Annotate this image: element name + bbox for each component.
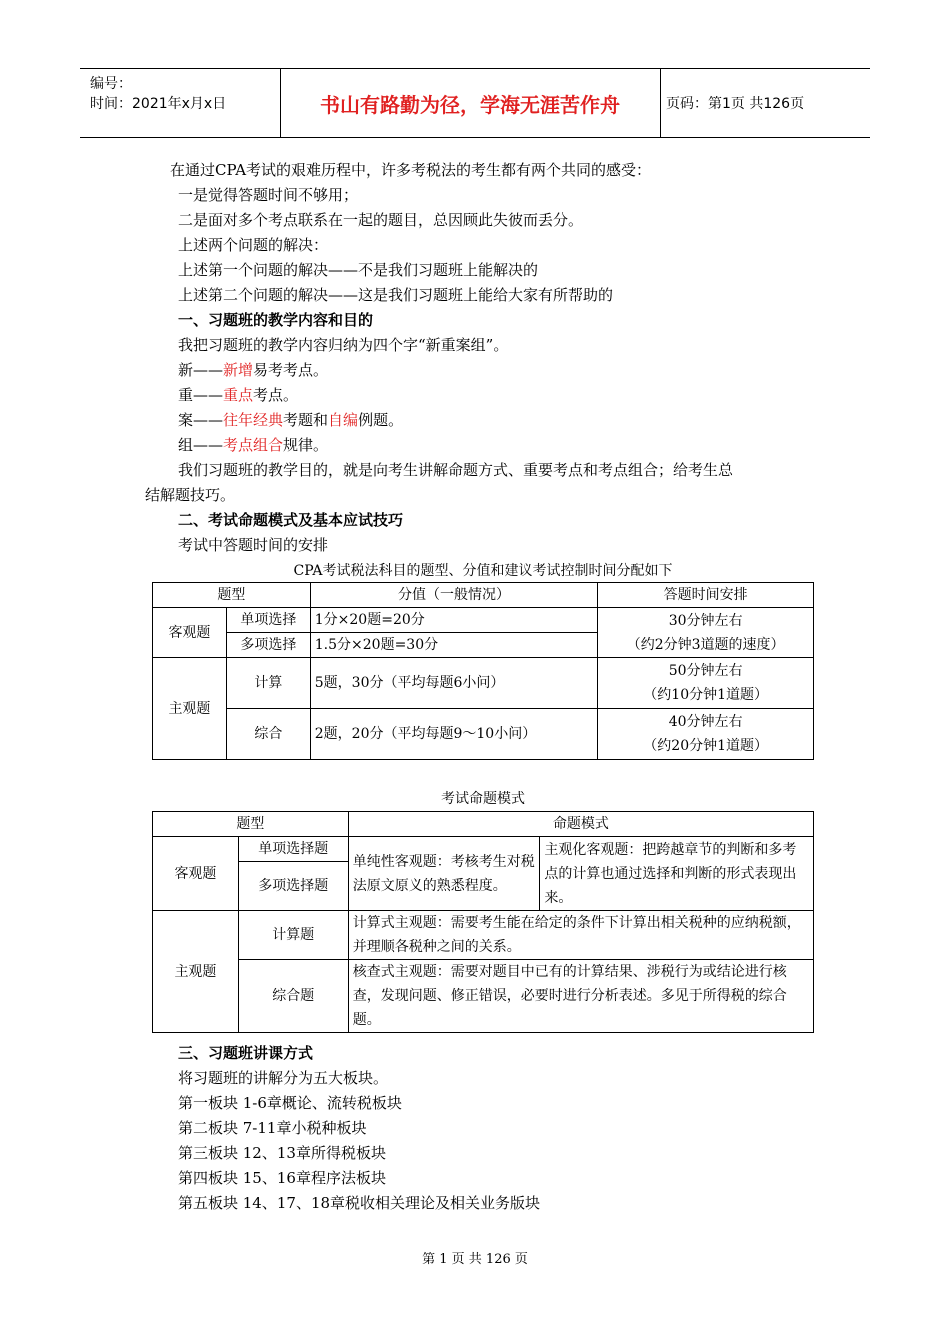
t1-calc: 计算 [226, 658, 310, 709]
table-exam-mode [152, 811, 814, 1033]
t2-obj-mode-b: 主观化客观题：把跨越章节的判断和多考点的计算也通过选择和判断的形式表现出来。 [540, 837, 814, 911]
item-xin: 新——新增易考考点。 [178, 361, 329, 379]
t2-obj-mode-a: 单纯性客观题：考核考生对税法原文原义的熟悉程度。 [348, 837, 540, 911]
t1-h-time: 答题时间安排 [598, 583, 814, 608]
page-header [80, 68, 870, 138]
t1-comp: 综合 [226, 709, 310, 760]
intro-line-3: 二是面对多个考点联系在一起的题目，总因顾此失彼而丢分。 [178, 211, 584, 229]
block-1: 第一板块 1-6章概论、流转税板块 [178, 1094, 402, 1112]
section1-p1: 我把习题班的教学内容归纳为四个字“新重案组”。 [178, 336, 509, 354]
intro-line-2: 一是觉得答题时间不够用； [178, 186, 359, 204]
t1-calc-score: 5题，30分（平均每题6小问） [310, 658, 598, 709]
table1-caption: CPA考试税法科目的题型、分值和建议考试控制时间分配如下 [293, 563, 673, 579]
t1-multi-score: 1.5分×20题=30分 [310, 633, 598, 658]
item-zu: 组——考点组合规律。 [178, 436, 329, 454]
t1-single: 单项选择 [226, 608, 310, 633]
t1-comp-time: 40分钟左右 （约20分钟1道题） [598, 709, 814, 760]
t1-h-type: 题型 [153, 583, 311, 608]
intro-line-1: 在通过CPA考试的艰难历程中，许多考税法的考生都有两个共同的感受： [170, 161, 652, 179]
page-info: 页码：第1页 共126页 [666, 96, 805, 112]
t2-comp: 综合题 [238, 960, 348, 1033]
page-footer: 第 1 页 共 126 页 [422, 1252, 528, 1267]
goal-line-1: 我们习题班的教学目的，就是向考生讲解命题方式、重要考点和考点组合；给考生总 [178, 461, 734, 479]
t2-h-mode: 命题模式 [348, 812, 813, 837]
t2-multi: 多项选择题 [238, 862, 348, 911]
t2-single: 单项选择题 [238, 837, 348, 862]
number-label: 编号： [90, 76, 132, 92]
t1-comp-score: 2题，20分（平均每题9～10小问） [310, 709, 598, 760]
header-meta [80, 69, 281, 137]
t2-comp-mode: 核查式主观题：需要对题目中已有的计算结果、涉税行为或结论进行核查，发现问题、修正错误，必要时进行分析表述。多见于所得税的综合题。 [348, 960, 813, 1033]
t1-obj-time: 30分钟左右 （约2分钟3道题的速度） [598, 608, 814, 658]
block-5: 第五板块 14、17、18章税收相关理论及相关业务版块 [178, 1194, 541, 1212]
t2-objective: 客观题 [153, 837, 239, 911]
table2-caption: 考试命题模式 [441, 791, 525, 807]
intro-line-6: 上述第二个问题的解决——这是我们习题班上能给大家有所帮助的 [178, 286, 614, 304]
section1-title: 一、习题班的教学内容和目的 [178, 311, 374, 329]
t1-objective: 客观题 [153, 608, 227, 658]
block-3: 第三板块 12、13章所得税板块 [178, 1144, 386, 1162]
t2-subjective: 主观题 [153, 911, 239, 1033]
block-2: 第二板块 7-11章小税种板块 [178, 1119, 367, 1137]
item-an: 案——往年经典考题和自编例题。 [178, 411, 404, 429]
t2-h-type: 题型 [153, 812, 349, 837]
date-line: 时间：2021年x月x日 [90, 96, 227, 112]
t2-calc-mode: 计算式主观题：需要考生能在给定的条件下计算出相关税种的应纳税额，并理顺各税种之间的关系。 [348, 911, 813, 960]
goal-line-2: 结解题技巧。 [145, 486, 236, 504]
item-zhong: 重——重点考点。 [178, 386, 299, 404]
t1-subjective: 主观题 [153, 658, 227, 760]
t1-calc-time: 50分钟左右 （约10分钟1道题） [598, 658, 814, 709]
t1-single-score: 1分×20题=20分 [310, 608, 598, 633]
table-time-allocation [152, 582, 814, 760]
section3-p1: 将习题班的讲解分为五大板块。 [178, 1069, 389, 1087]
section2-p1: 考试中答题时间的安排 [178, 536, 329, 554]
section3-title: 三、习题班讲课方式 [178, 1044, 314, 1062]
intro-line-5: 上述第一个问题的解决——不是我们习题班上能解决的 [178, 261, 539, 279]
section2-title: 二、考试命题模式及基本应试技巧 [178, 511, 404, 529]
t2-calc: 计算题 [238, 911, 348, 960]
t1-h-score: 分值（一般情况） [310, 583, 598, 608]
motto: 书山有路勤为径，学海无涯苦作舟 [280, 69, 661, 137]
intro-line-4: 上述两个问题的解决： [178, 236, 329, 254]
block-4: 第四板块 15、16章程序法板块 [178, 1169, 386, 1187]
t1-multi: 多项选择 [226, 633, 310, 658]
